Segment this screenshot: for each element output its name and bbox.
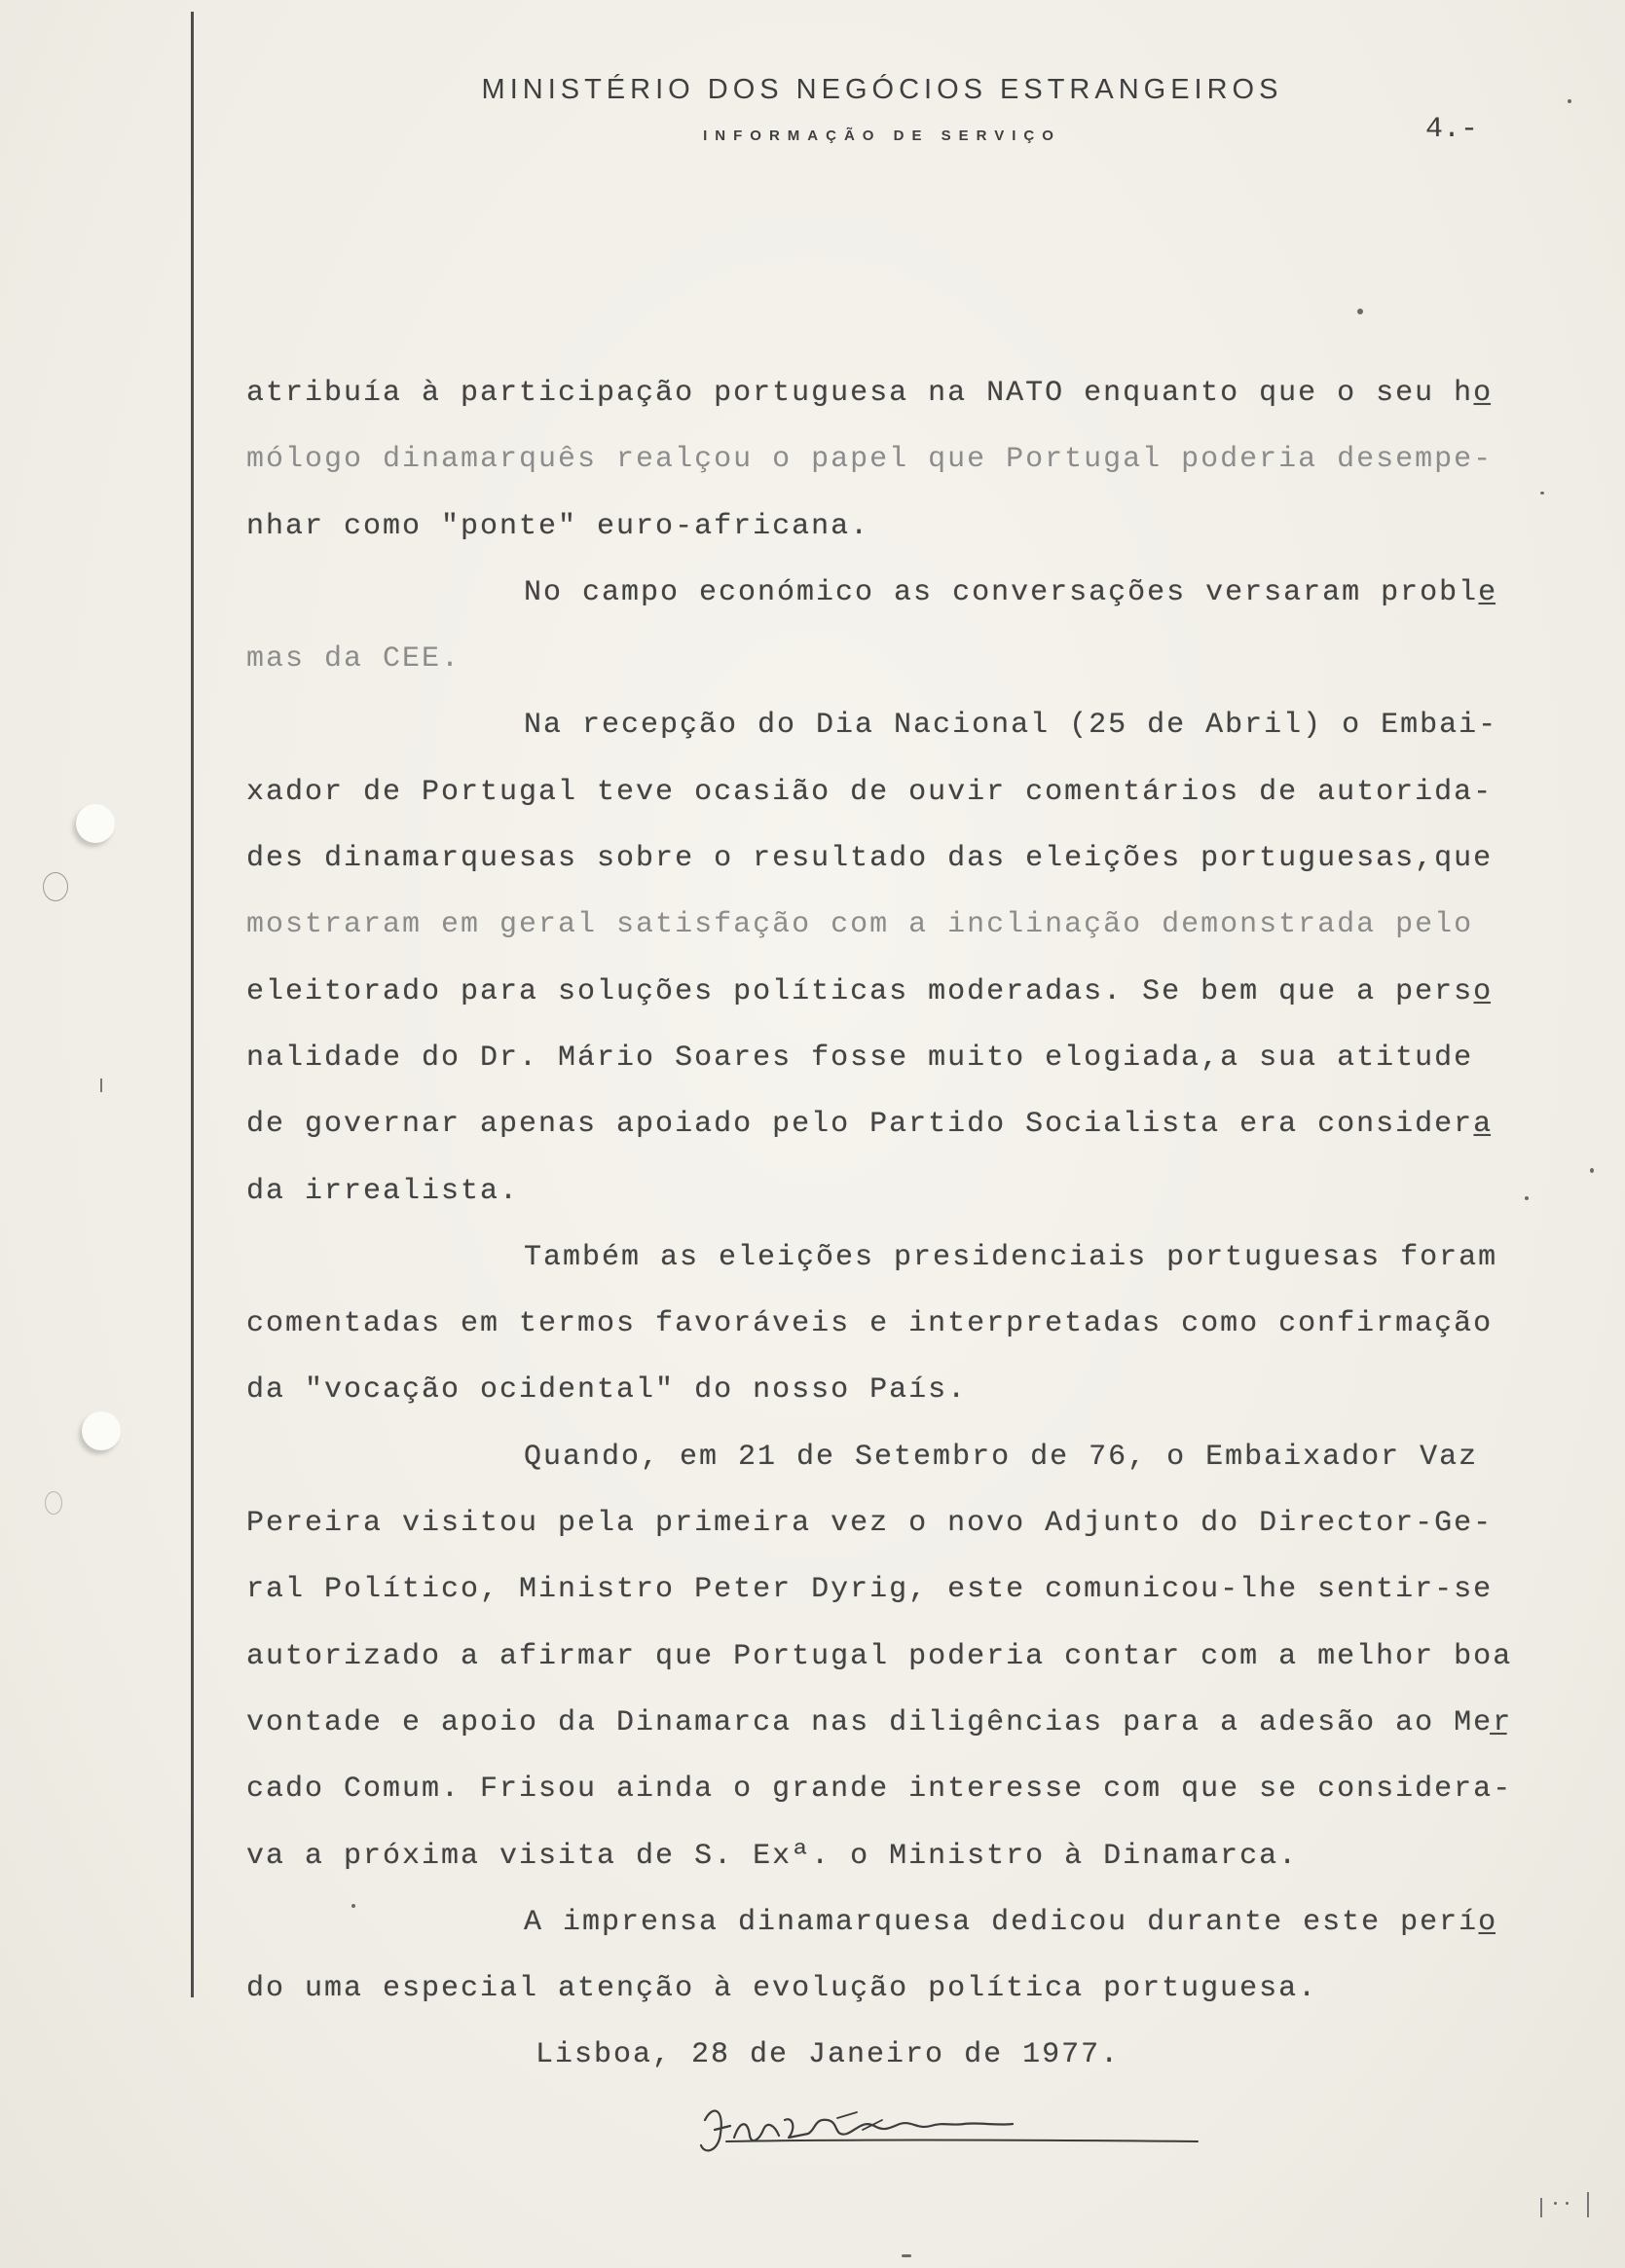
body-line: Quando, em 21 de Setembro de 76, o Embaixador Vaz [524,1440,1479,1474]
punch-ring [43,872,68,901]
body-line: mostraram em geral satisfação com a inclinação demonstrada pelo [246,908,1474,942]
left-margin-rule [191,12,194,1997]
ink-dot [902,2254,911,2257]
service-info-subtitle: INFORMAÇÃO DE SERVIÇO [703,128,1061,144]
ink-dot [1540,492,1544,494]
body-line: A imprensa dinamarquesa dedicou durante este perío̲ [524,1905,1498,1939]
body-line: ral Político, Ministro Peter Dyrig, este comunicou-lhe sentir-se [246,1573,1494,1607]
body-line: autorizado a afirmar que Portugal poderia contar com a melhor boa [246,1639,1513,1673]
body-line: No campo económico as conversações versaram proble̲ [524,575,1498,609]
body-line: Pereira visitou pela primeira vez o novo Adjunto do Director-Ge- [246,1507,1494,1541]
punch-hole [82,1411,121,1450]
body-line: cado Comum. Frisou ainda o grande interesse com que se considera- [246,1773,1513,1807]
page-number: 4.- [1425,113,1479,146]
body-line: do uma especial atenção à evolução política portuguesa. [246,1972,1318,2006]
body-line: Também as eleições presidenciais portuguesas foram [524,1240,1498,1274]
ministry-header: MINISTÉRIO DOS NEGÓCIOS ESTRANGEIROS [481,74,1283,105]
ink-dot [1590,1168,1594,1173]
body-line: nhar como "ponte" euro-africana. [246,509,870,543]
body-line: mas da CEE. [246,642,462,677]
handwritten-signature [691,2091,1217,2169]
place-date-line: Lisboa, 28 de Janeiro de 1977. [536,2038,1121,2072]
ink-dot [1357,309,1363,314]
margin-tick [1587,2192,1589,2217]
body-line: xador de Portugal teve ocasião de ouvir comentários de autorida- [246,775,1494,809]
body-line: mólogo dinamarquês realçou o papel que Portugal poderia desempe- [246,443,1494,477]
margin-tick [100,1079,102,1092]
body-line: de governar apenas apoiado pelo Partido Socialista era considera̲ [246,1108,1494,1142]
margin-tick [1540,2198,1542,2217]
body-line: va a próxima visita de S. Exª. o Ministro à Dinamarca. [246,1839,1299,1873]
letter-body [246,360,1590,2089]
body-line: da "vocação ocidental" do nosso País. [246,1373,968,1408]
body-line: Na recepção do Dia Nacional (25 de Abril) o Embai- [524,709,1498,743]
body-line: atribuía à participação portuguesa na NATO enquanto que o seu ho̲ [246,377,1494,410]
ink-dot [351,1904,355,1908]
body-line: da irrealista. [246,1174,520,1208]
ink-dot [1554,2202,1557,2205]
body-line: des dinamarquesas sobre o resultado das eleições portuguesas,que [246,842,1494,876]
body-line: nalidade do Dr. Mário Soares fosse muito elogiada,a sua atitude [246,1041,1474,1075]
body-line: comentadas em termos favoráveis e interpretadas como confirmação [246,1307,1494,1341]
punch-ring [45,1491,62,1515]
ink-dot [1568,99,1571,103]
body-line: vontade e apoio da Dinamarca nas diligências para a adesão ao Mer̲ [246,1705,1513,1739]
body-line: eleitorado para soluções políticas moderadas. Se bem que a perso̲ [246,974,1494,1008]
ink-dot [1566,2202,1569,2205]
punch-hole [76,804,115,843]
ink-dot [1525,1196,1529,1200]
